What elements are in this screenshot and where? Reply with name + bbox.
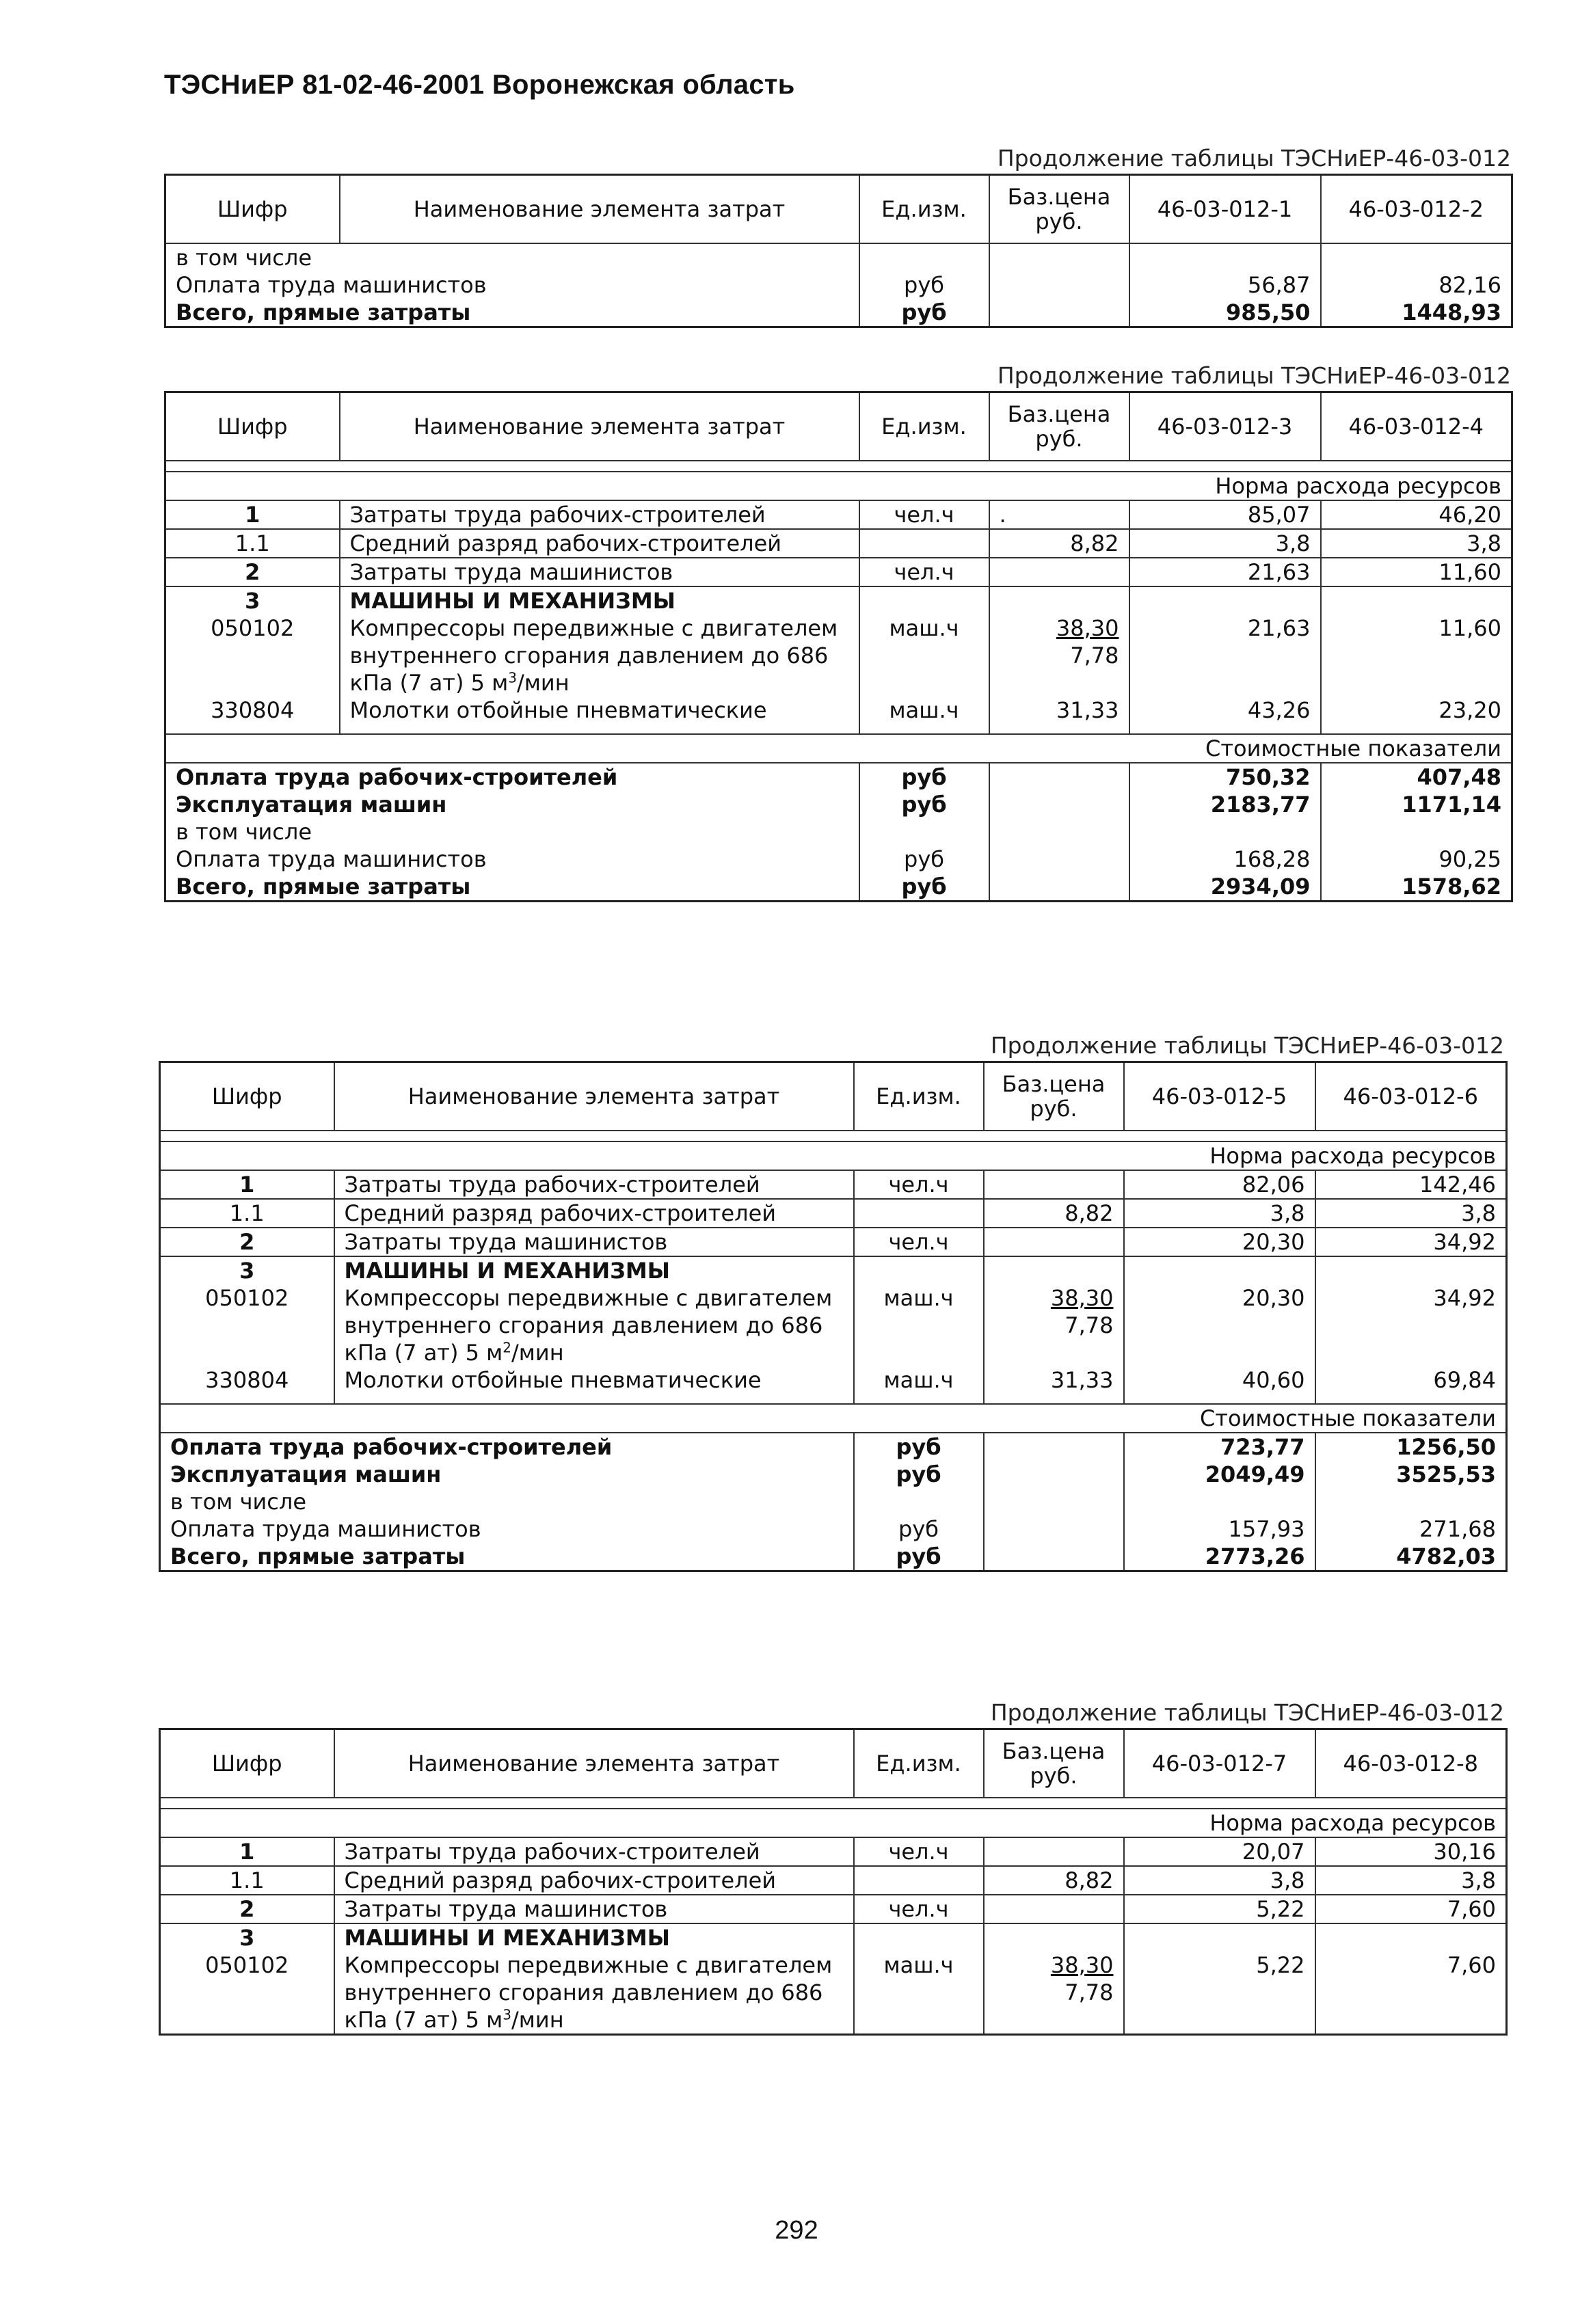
row-label: Средний разряд рабочих-строителей: [334, 1866, 854, 1895]
price-cell: 38,30 7,78: [984, 1951, 1124, 2035]
row-label: Всего, прямые затраты: [176, 874, 471, 900]
value-cell: 168,28: [1129, 846, 1321, 873]
value-cell: 985,50: [1129, 299, 1321, 327]
value-cell: 1448,93: [1321, 299, 1512, 327]
value-cell: 4782,03: [1315, 1543, 1507, 1571]
section-row: [165, 734, 1512, 763]
row-label: Молотки отбойные пневматические: [334, 1366, 854, 1394]
row-label: Оплата труда рабочих-строителей: [165, 763, 859, 791]
header-code: Шифр: [160, 1062, 334, 1131]
table-caption: Продолжение таблицы ТЭСНиЕР-46-03-012: [990, 1699, 1504, 1726]
value-cell: 69,84: [1315, 1366, 1507, 1394]
value-cell: 2934,09: [1129, 873, 1321, 902]
row-label: МАШИНЫ И МЕХАНИЗМЫ: [334, 1923, 854, 1951]
row-code: 2: [160, 1228, 334, 1256]
row-label: Оплата труда машинистов: [176, 846, 487, 872]
resource-table-2: [164, 391, 1513, 902]
row-label: Затраты труда рабочих-строителей: [334, 1837, 854, 1866]
header-code: Шифр: [165, 175, 340, 244]
header-name: Наименование элемента затрат: [340, 392, 859, 461]
header-col1: 46-03-012-5: [1124, 1062, 1315, 1131]
section-row: [160, 1809, 1507, 1837]
header-col1: 46-03-012-1: [1129, 175, 1321, 244]
document-title: ТЭСНиЕР 81-02-46-2001 Воронежская область: [164, 70, 795, 100]
value-cell: 40,60: [1124, 1366, 1315, 1394]
resource-table-3: [159, 1061, 1508, 1572]
value-cell: 2049,49: [1124, 1461, 1315, 1488]
resource-table-1: [164, 174, 1513, 328]
section-row: [165, 472, 1512, 500]
row-label: Молотки отбойные пневматические: [340, 697, 859, 724]
header-col2: 46-03-012-2: [1321, 175, 1512, 244]
header-unit: Ед.изм.: [859, 175, 989, 244]
value-cell: 85,07: [1129, 500, 1321, 529]
section-norm-label: Норма расхода ресурсов: [165, 472, 1512, 500]
header-price: Баз.цена руб.: [984, 1062, 1124, 1131]
value-cell: 7,60: [1315, 1951, 1507, 2035]
value-cell: 43,26: [1129, 697, 1321, 724]
table-row: [165, 271, 1512, 299]
table-header-row: [160, 1062, 1507, 1131]
row-code: 330804: [205, 1367, 289, 1393]
table-row: [160, 1366, 1507, 1394]
price-cell: 8,82: [984, 1199, 1124, 1228]
unit-cell: маш.ч: [859, 697, 989, 724]
value-cell: 723,77: [1124, 1433, 1315, 1461]
value-cell: 46,20: [1321, 500, 1512, 529]
row-label: Всего, прямые затраты: [170, 1543, 466, 1569]
value-cell: 21,63: [1129, 614, 1321, 697]
header-col2: 46-03-012-4: [1321, 392, 1512, 461]
value-cell: 407,48: [1321, 763, 1512, 791]
table-row: [160, 1488, 1507, 1515]
header-price: Баз.цена руб.: [989, 392, 1129, 461]
value-cell: 1171,14: [1321, 791, 1512, 818]
row-label: Оплата труда машинистов: [176, 272, 487, 298]
row-code: 3: [160, 1256, 334, 1284]
section-norm-label: Норма расхода ресурсов: [160, 1809, 1507, 1837]
value-cell: 5,22: [1124, 1895, 1315, 1923]
section-cost-label: Стоимостные показатели: [160, 1404, 1507, 1433]
value-cell: 20,30: [1124, 1228, 1315, 1256]
row-label: Затраты труда машинистов: [334, 1228, 854, 1256]
price-cell: 31,33: [984, 1366, 1124, 1394]
header-unit: Ед.изм.: [854, 1062, 984, 1131]
price-cell: 31,33: [989, 697, 1129, 724]
row-label: Эксплуатация машин: [176, 792, 447, 818]
table-row: [160, 1170, 1507, 1199]
row-code: 3: [160, 1923, 334, 1951]
table-row: [160, 1837, 1507, 1866]
price-cell: 38,30 7,78: [984, 1284, 1124, 1366]
header-name: Наименование элемента затрат: [334, 1729, 854, 1798]
header-name: Наименование элемента затрат: [340, 175, 859, 244]
table-row: [165, 614, 1512, 697]
value-cell: 21,63: [1129, 558, 1321, 586]
page-number: 292: [775, 2216, 818, 2245]
row-label: Компрессоры передвижные с двигателем внутреннего сгорания давлением до 686 кПа (7 ат) 5 $м^2$/мин: [334, 1284, 854, 1366]
value-cell: 11,60: [1321, 614, 1512, 697]
unit-cell: чел.ч: [859, 558, 989, 586]
table-caption: Продолжение таблицы ТЭСНиЕР-46-03-012: [997, 145, 1511, 172]
table-row: [160, 1461, 1507, 1488]
row-label: МАШИНЫ И МЕХАНИЗМЫ: [334, 1256, 854, 1284]
header-price: Баз.цена руб.: [989, 175, 1129, 244]
table-row: [160, 1951, 1507, 2035]
row-code: 3: [165, 586, 340, 614]
unit-cell: чел.ч: [854, 1837, 984, 1866]
table-row: [165, 818, 1512, 846]
price-cell: 8,82: [989, 529, 1129, 558]
table-row: [165, 500, 1512, 529]
unit-cell: руб: [859, 846, 989, 873]
table-row: [160, 1895, 1507, 1923]
value-cell: 82,16: [1321, 271, 1512, 299]
unit-cell: руб: [859, 271, 989, 299]
price-cell: 8,82: [984, 1866, 1124, 1895]
value-cell: 56,87: [1129, 271, 1321, 299]
table-row: [160, 1228, 1507, 1256]
unit-cell: маш.ч: [859, 614, 989, 697]
table-row: [165, 299, 1512, 327]
table-row: [165, 529, 1512, 558]
unit-cell: руб: [854, 1515, 984, 1543]
table-row: [165, 243, 1512, 271]
resource-table-4: [159, 1728, 1508, 2036]
row-label: Затраты труда машинистов: [340, 558, 859, 586]
unit-cell: чел.ч: [854, 1228, 984, 1256]
table-header-row: [160, 1729, 1507, 1798]
value-cell: 750,32: [1129, 763, 1321, 791]
row-label: Компрессоры передвижные с двигателем внутреннего сгорания давлением до 686 кПа (7 ат) 5 $м^3$/мин: [334, 1951, 854, 2035]
unit-cell: чел.ч: [854, 1170, 984, 1199]
unit-cell: чел.ч: [859, 500, 989, 529]
table-row: [160, 1866, 1507, 1895]
row-code: 1.1: [165, 529, 340, 558]
row-label: Средний разряд рабочих-строителей: [334, 1199, 854, 1228]
unit-cell: руб: [859, 299, 989, 327]
row-code: 1: [165, 500, 340, 529]
value-cell: 3,8: [1315, 1199, 1507, 1228]
value-cell: 3,8: [1315, 1866, 1507, 1895]
table-row: [165, 697, 1512, 724]
unit-cell: маш.ч: [854, 1366, 984, 1394]
table-row: [165, 873, 1512, 902]
header-col1: 46-03-012-3: [1129, 392, 1321, 461]
header-code: Шифр: [160, 1729, 334, 1798]
value-cell: 3,8: [1124, 1199, 1315, 1228]
row-label: Всего, прямые затраты: [176, 299, 471, 325]
unit-cell: руб: [859, 873, 989, 902]
section-norm-label: Норма расхода ресурсов: [160, 1141, 1507, 1170]
value-cell: 1578,62: [1321, 873, 1512, 902]
table-row: [160, 1923, 1507, 1951]
row-label: Затраты труда рабочих-строителей: [334, 1170, 854, 1199]
header-col1: 46-03-012-7: [1124, 1729, 1315, 1798]
value-cell: 34,92: [1315, 1228, 1507, 1256]
header-code: Шифр: [165, 392, 340, 461]
value-cell: 82,06: [1124, 1170, 1315, 1199]
value-cell: 23,20: [1321, 697, 1512, 724]
value-cell: 5,22: [1124, 1951, 1315, 2035]
header-unit: Ед.изм.: [859, 392, 989, 461]
unit-cell: руб: [854, 1433, 984, 1461]
value-cell: 20,07: [1124, 1837, 1315, 1866]
table-row: [160, 1543, 1507, 1571]
table-row: [165, 763, 1512, 791]
value-cell: 30,16: [1315, 1837, 1507, 1866]
row-label: Затраты труда рабочих-строителей: [340, 500, 859, 529]
value-cell: 2183,77: [1129, 791, 1321, 818]
table-row: [165, 586, 1512, 614]
value-cell: 7,60: [1315, 1895, 1507, 1923]
section-cost-label: Стоимостные показатели: [165, 734, 1512, 763]
value-cell: 157,93: [1124, 1515, 1315, 1543]
table-caption: Продолжение таблицы ТЭСНиЕР-46-03-012: [990, 1032, 1504, 1059]
unit-cell: маш.ч: [854, 1951, 984, 2035]
table-row: [160, 1433, 1507, 1461]
unit-cell: руб: [854, 1461, 984, 1488]
table-row: [165, 791, 1512, 818]
header-col2: 46-03-012-8: [1315, 1729, 1507, 1798]
table-row: [160, 1256, 1507, 1284]
value-cell: 34,92: [1315, 1284, 1507, 1366]
row-code: 050102: [205, 1285, 289, 1311]
row-label: в том числе: [176, 819, 312, 845]
row-label: Оплата труда рабочих-строителей: [160, 1433, 854, 1461]
row-code: 1.1: [160, 1199, 334, 1228]
row-code: 050102: [211, 615, 295, 641]
value-cell: 11,60: [1321, 558, 1512, 586]
header-price: Баз.цена руб.: [984, 1729, 1124, 1798]
row-label: Компрессоры передвижные с двигателем внутреннего сгорания давлением до 686 кПа (7 ат) 5 $м^3$/мин: [340, 614, 859, 697]
table-row: [165, 558, 1512, 586]
table-row: [160, 1515, 1507, 1543]
row-label: в том числе: [170, 1489, 306, 1515]
section-row: [160, 1404, 1507, 1433]
unit-cell: чел.ч: [854, 1895, 984, 1923]
value-cell: 90,25: [1321, 846, 1512, 873]
row-code: 1.1: [160, 1866, 334, 1895]
value-cell: 20,30: [1124, 1284, 1315, 1366]
table-row: [165, 846, 1512, 873]
header-name: Наименование элемента затрат: [334, 1062, 854, 1131]
value-cell: 1256,50: [1315, 1433, 1507, 1461]
table-row: [160, 1284, 1507, 1366]
value-cell: 3,8: [1124, 1866, 1315, 1895]
row-code: 050102: [205, 1952, 289, 1978]
table-header-row: [165, 175, 1512, 244]
header-col2: 46-03-012-6: [1315, 1062, 1507, 1131]
price-cell: 38,30 7,78: [989, 614, 1129, 697]
row-code: 1: [160, 1170, 334, 1199]
header-unit: Ед.изм.: [854, 1729, 984, 1798]
row-code: 2: [160, 1895, 334, 1923]
row-label: в том числе: [176, 245, 312, 271]
unit-cell: маш.ч: [854, 1284, 984, 1366]
table-caption: Продолжение таблицы ТЭСНиЕР-46-03-012: [997, 362, 1511, 389]
value-cell: 3525,53: [1315, 1461, 1507, 1488]
row-code: 2: [165, 558, 340, 586]
unit-cell: руб: [854, 1543, 984, 1571]
section-row: [160, 1141, 1507, 1170]
unit-cell: руб: [859, 791, 989, 818]
table-header-row: [165, 392, 1512, 461]
row-label: Оплата труда машинистов: [170, 1516, 481, 1542]
row-code: 330804: [211, 697, 295, 723]
row-label: Затраты труда машинистов: [334, 1895, 854, 1923]
table-row: [160, 1199, 1507, 1228]
row-label: Эксплуатация машин: [170, 1461, 442, 1487]
row-code: 1: [160, 1837, 334, 1866]
row-label: МАШИНЫ И МЕХАНИЗМЫ: [340, 586, 859, 614]
value-cell: 2773,26: [1124, 1543, 1315, 1571]
unit-cell: руб: [859, 763, 989, 791]
value-cell: 3,8: [1129, 529, 1321, 558]
price-cell: .: [989, 500, 1129, 529]
value-cell: 142,46: [1315, 1170, 1507, 1199]
value-cell: 3,8: [1321, 529, 1512, 558]
value-cell: 271,68: [1315, 1515, 1507, 1543]
row-label: Средний разряд рабочих-строителей: [340, 529, 859, 558]
